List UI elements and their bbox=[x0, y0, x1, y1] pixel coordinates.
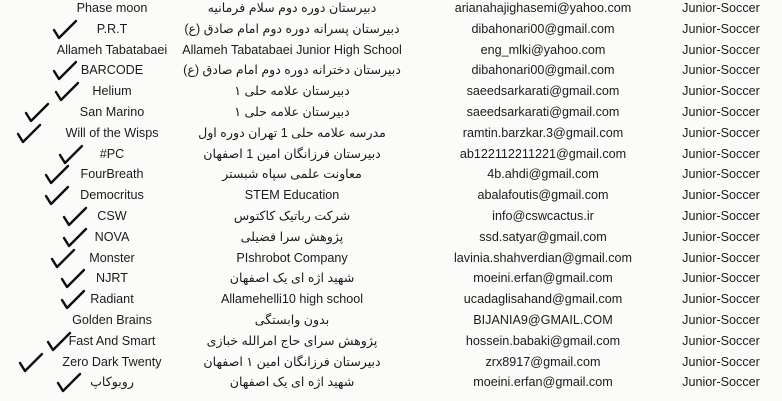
table-row bbox=[0, 60, 782, 81]
handwritten-check-icon bbox=[18, 352, 44, 374]
league-category: Junior-Soccer bbox=[682, 21, 760, 36]
contact-email: ramtin.barzkar.3@gmail.com bbox=[462, 125, 624, 140]
school-name: دبیرستان دخترانه دوره دوم امام صادق (ع) bbox=[183, 63, 401, 78]
handwritten-check-icon bbox=[44, 185, 70, 207]
contact-email: moeini.erfan@gmail.com bbox=[473, 271, 613, 286]
league-category: Junior-Soccer bbox=[682, 1, 760, 15]
team-name: Will of the Wisps bbox=[65, 125, 159, 140]
handwritten-check-icon bbox=[24, 102, 50, 124]
contact-email: arianahajighasemi@yahoo.com bbox=[454, 1, 632, 15]
school-name: پژوهش سرای حاج امرالله خبازی bbox=[206, 333, 378, 348]
league-category: Junior-Soccer bbox=[682, 271, 760, 286]
team-name: San Marino bbox=[79, 105, 145, 119]
league-category: Junior-Soccer bbox=[682, 105, 760, 119]
contact-email: zrx8917@gmail.com bbox=[485, 354, 601, 369]
team-name: NOVA bbox=[94, 229, 130, 244]
handwritten-check-icon bbox=[16, 123, 42, 145]
handwritten-check-icon bbox=[58, 144, 84, 166]
table-row bbox=[0, 144, 782, 165]
table-row bbox=[0, 268, 782, 289]
contact-email: ssd.satyar@gmail.com bbox=[479, 229, 607, 244]
team-name: #PC bbox=[99, 146, 125, 161]
table-row bbox=[0, 102, 782, 123]
contact-email: ab122112211221@gmail.com bbox=[459, 146, 627, 161]
handwritten-check-icon bbox=[62, 206, 88, 228]
school-name: معاونت علمی سپاه شبستر bbox=[222, 167, 362, 182]
handwritten-check-icon bbox=[52, 60, 78, 82]
school-name: Allameh Tabatabaei Junior High School bbox=[182, 42, 402, 57]
team-name: CSW bbox=[97, 209, 127, 223]
contact-email: BIJANIA9@GMAIL.COM bbox=[473, 313, 613, 327]
league-category: Junior-Soccer bbox=[682, 42, 760, 57]
contact-email: saeedsarkarati@gmail.com bbox=[466, 105, 620, 119]
handwritten-check-icon bbox=[62, 227, 88, 249]
league-category: Junior-Soccer bbox=[682, 209, 760, 223]
table-row bbox=[0, 123, 782, 144]
table-row bbox=[0, 19, 782, 40]
league-category: Junior-Soccer bbox=[682, 292, 760, 307]
league-category: Junior-Soccer bbox=[682, 125, 760, 140]
table-row bbox=[0, 40, 782, 61]
contact-email: moeini.erfan@gmail.com bbox=[473, 375, 613, 390]
school-name: شهید اژه ای یک اصفهان bbox=[229, 375, 355, 390]
handwritten-check-icon bbox=[52, 19, 78, 41]
league-category: Junior-Soccer bbox=[682, 63, 760, 78]
school-name: شهید اژه ای یک اصفهان bbox=[229, 271, 355, 286]
table-row bbox=[0, 185, 782, 206]
school-name: دبیرستان فرزانگان امین ۱ اصفهان bbox=[203, 354, 381, 369]
league-category: Junior-Soccer bbox=[682, 250, 760, 265]
contact-email: 4b.ahdi@gmail.com bbox=[487, 167, 599, 182]
table-row bbox=[0, 0, 782, 19]
league-category: Junior-Soccer bbox=[682, 333, 760, 348]
school-name: دبیرستان پسرانه دوره دوم امام صادق (ع) bbox=[184, 21, 400, 36]
team-name: FourBreath bbox=[80, 167, 144, 182]
team-name: NJRT bbox=[96, 271, 128, 286]
handwritten-check-icon bbox=[54, 81, 80, 103]
table-row bbox=[0, 372, 782, 393]
team-name: Monster bbox=[89, 250, 135, 265]
contact-email: abalafoutis@gmail.com bbox=[477, 188, 609, 203]
table-row bbox=[0, 352, 782, 373]
team-name: Fast And Smart bbox=[68, 333, 156, 348]
handwritten-check-icon bbox=[60, 289, 86, 311]
handwritten-check-icon bbox=[44, 164, 70, 186]
league-category: Junior-Soccer bbox=[682, 167, 760, 182]
table-row bbox=[0, 227, 782, 248]
school-name: بدون وابستگی bbox=[254, 313, 330, 327]
contact-email: lavinia.shahverdian@gmail.com bbox=[454, 250, 632, 265]
school-name: Allamehelli10 high school bbox=[220, 292, 364, 307]
league-category: Junior-Soccer bbox=[682, 84, 760, 99]
school-name: دبیرستان علامه حلی ۱ bbox=[234, 105, 350, 119]
school-name: دبیرستان علامه حلی ۱ bbox=[234, 84, 350, 99]
school-name: دبیرستان دوره دوم سلام فرمانیه bbox=[207, 1, 377, 15]
league-category: Junior-Soccer bbox=[682, 146, 760, 161]
table-row bbox=[0, 331, 782, 352]
league-category: Junior-Soccer bbox=[682, 229, 760, 244]
team-name: روبوکاپ bbox=[90, 375, 134, 390]
league-category: Junior-Soccer bbox=[682, 313, 760, 327]
school-name: STEM Education bbox=[244, 188, 340, 203]
league-category: Junior-Soccer bbox=[682, 375, 760, 390]
team-name: Allameh Tabatabaei bbox=[56, 42, 168, 57]
team-name: Zero Dark Twenty bbox=[62, 354, 162, 369]
table-row bbox=[0, 289, 782, 310]
contact-email: dibahonari00@gmail.com bbox=[471, 21, 615, 36]
table-row bbox=[0, 310, 782, 331]
handwritten-check-icon bbox=[50, 248, 76, 270]
team-name: Phase moon bbox=[76, 1, 148, 15]
table-row bbox=[0, 248, 782, 269]
contact-email: ucadaglisahand@gmail.com bbox=[463, 292, 623, 307]
school-name: دبیرستان فرزانگان امین 1 اصفهان bbox=[203, 146, 381, 161]
team-name: Democritus bbox=[80, 188, 144, 203]
school-name: شرکت رباتیک کاکتوس bbox=[233, 209, 351, 223]
contact-email: saeedsarkarati@gmail.com bbox=[466, 84, 620, 99]
contact-email: info@cswcactus.ir bbox=[492, 209, 594, 223]
contact-email: dibahonari00@gmail.com bbox=[471, 63, 615, 78]
team-name: Radiant bbox=[90, 292, 134, 307]
contact-email: eng_mlki@yahoo.com bbox=[480, 42, 606, 57]
team-name: BARCODE bbox=[80, 63, 144, 78]
school-name: مدرسه علامه حلی 1 تهران دوره اول bbox=[198, 125, 386, 140]
table-row bbox=[0, 164, 782, 185]
handwritten-check-icon bbox=[56, 372, 82, 394]
table-row bbox=[0, 206, 782, 227]
handwritten-check-icon bbox=[60, 268, 86, 290]
team-name: Golden Brains bbox=[72, 313, 152, 327]
contact-email: hossein.babaki@gmail.com bbox=[465, 333, 621, 348]
team-name: Helium bbox=[92, 84, 132, 99]
league-category: Junior-Soccer bbox=[682, 354, 760, 369]
team-name: P.R.T bbox=[96, 21, 128, 36]
handwritten-check-icon bbox=[46, 331, 72, 353]
table-row bbox=[0, 81, 782, 102]
league-category: Junior-Soccer bbox=[682, 188, 760, 203]
school-name: پژوهش سرا فضیلی bbox=[240, 229, 344, 244]
school-name: PIshrobot Company bbox=[236, 250, 348, 265]
